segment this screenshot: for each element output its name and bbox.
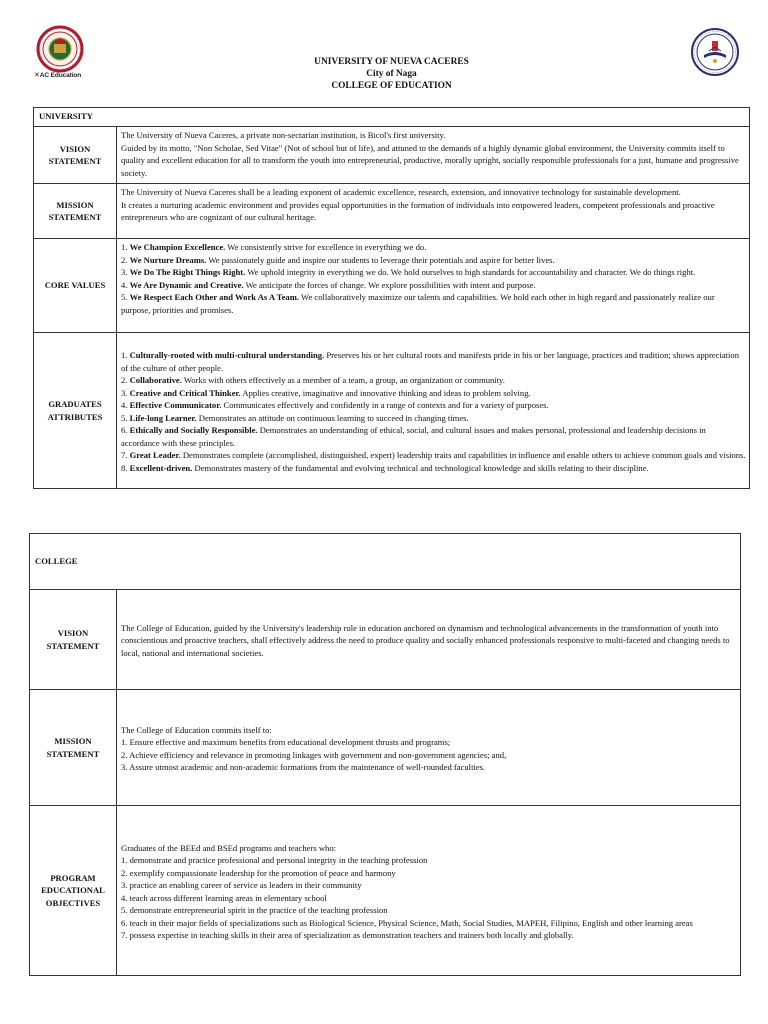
college-table <box>29 533 741 976</box>
college-objectives-row <box>30 806 741 976</box>
university-name: UNIVERSITY OF NUEVA CACERES <box>314 57 469 67</box>
university-vision-row <box>34 127 750 184</box>
graduates-attributes-label: GRADUATES ATTRIBUTES <box>34 333 117 489</box>
graduate-attribute-item: 8. Excellent-driven. Demonstrates mastery of the fundamental and evolving technical and technological knowledge and skills relating to their discipline. <box>121 462 649 473</box>
college-section-row <box>30 534 741 590</box>
university-section-row <box>34 108 750 127</box>
city-name: City of Naga <box>366 69 417 79</box>
graduate-attribute-item: 1. Culturally-rooted with multi-cultural understanding. Preserves his or her cultural roots and manifests pride in his or her language, practices and tradition; shows appreciation of the culture of other people. <box>121 350 740 373</box>
university-mission-label: MISSION STATEMENT <box>34 184 117 239</box>
objective-item: 7. possess expertise in teaching skills in their area of specialization as demonstration teachers and trainers both locally and globally. <box>121 930 574 940</box>
university-vision-label: VISION STATEMENT <box>34 127 117 184</box>
ac-logo-icon: ✕ <box>34 72 40 79</box>
college-mission-row <box>30 690 741 806</box>
document-header <box>0 56 768 92</box>
university-core-values-row <box>34 239 750 333</box>
ac-education-brand: ✕AC Education <box>34 72 82 79</box>
objective-item: 1. demonstrate and practice professional and personal integrity in the teaching profession <box>121 855 428 865</box>
college-vision-row <box>30 590 741 690</box>
college-mission-text: The College of Education commits itself to: 1. Ensure effective and maximum benefits from educational development thrusts and programs; 2. Achieve efficiency and relevance in promoting linkages with government and non-government agencies; and, 3. Assure utmost academic and non-academic formations from the maintenance of well-rounded faculties. <box>117 690 741 806</box>
graduate-attribute-item: 5. Life-long Learner. Demonstrates an attitude on continuous learning to succeed in changing times. <box>121 412 469 423</box>
university-table <box>33 107 750 489</box>
graduate-attribute-item: 7. Great Leader. Demonstrates complete (accomplished, distinguished, expert) leadership traits and capabilities in influence and enable others to achieve common goals and visions. <box>121 450 746 460</box>
core-value-item: 5. We Respect Each Other and Work As A Team. We collaboratively maximize our talents and capabilities. We hold each other in high regard and passionately realize our purpose, priorities and promises. <box>121 292 715 315</box>
graduate-attribute-item: 4. Effective Communicator. Communicates effectively and confidently in a range of contexts and for a variety of purposes. <box>121 400 549 410</box>
program-objectives-label: PROGRAM EDUCATIONAL OBJECTIVES <box>30 806 117 976</box>
core-value-item: 4. We Are Dynamic and Creative. We anticipate the forces of change. We explore possibilities with intent and purpose. <box>121 279 536 290</box>
objective-item: 2. exemplify compassionate leadership for the promotion of peace and harmony <box>121 867 396 878</box>
program-objectives-list: Graduates of the BEEd and BSEd programs and teachers who: 1. demonstrate and practice professional and personal integrity in the teaching profession 2. exemplify compassionate leadership for the promotion of peace and harmony 3. practice an enabling career of service as leaders in their community 4. teach across different learning areas in elementary school 5. demonstrate entrepreneurial spirit in the practice of the teaching profession 6. teach in their major fields of specializations such as Biological Science, Physical Science, Math, Social Studies, MAPEH, Filipino, English and other learning areas 7. possess expertise in teaching skills in their area of specialization as demonstration teachers and trainers both locally and globally. <box>117 806 741 976</box>
core-value-item: 3. We Do The Right Things Right. We uphold integrity in everything we do. We hold ourselves to high standards for accountability and character. We do things right. <box>121 267 696 277</box>
university-mission-row <box>34 184 750 239</box>
college-vision-label: VISION STATEMENT <box>30 590 117 690</box>
graduate-attribute-item: 2. Collaborative. Works with others effectively as a member of a team, a group, an organization or community. <box>121 375 505 385</box>
graduate-attribute-item: 3. Creative and Critical Thinker. Applies creative, imaginative and innovative thinking and ideas to problem solving. <box>121 387 531 398</box>
college-name: COLLEGE OF EDUCATION <box>331 81 452 91</box>
college-mission-label: MISSION STATEMENT <box>30 690 117 806</box>
core-value-item: 2. We Nurture Dreams. We passionately guide and inspire our students to leverage their potentials and aspire for better lives. <box>121 254 555 265</box>
college-vision-text: The College of Education, guided by the University's leadership role in education anchored on dynamism and technological advancements in the transformation of youth into conscientious and proactive teachers, shall effectively address the need to produce quality and socially enhanced professionals responsive to multi-faceted and changing needs to local, national and international societies. <box>117 590 741 690</box>
university-graduates-row <box>34 333 750 489</box>
objective-item: 5. demonstrate entrepreneurial spirit in the practice of the teaching profession <box>121 905 388 915</box>
objective-item: 4. teach across different learning areas in elementary school <box>121 892 327 903</box>
objective-item: 3. practice an enabling career of service as leaders in their community <box>121 880 362 890</box>
college-section-label: COLLEGE <box>30 534 741 590</box>
core-values-list <box>117 239 750 333</box>
graduates-attributes-list <box>117 333 750 489</box>
university-section-label: UNIVERSITY <box>34 108 750 127</box>
core-value-item: 1. We Champion Excellence. We consistently strive for excellence in everything we do. <box>121 242 427 252</box>
university-vision-text: The University of Nueva Caceres, a private non-sectarian institution, is Bicol's first university. Guided by its motto, "Non Scholae, Sed Vitae" (Not of school but of life), and attuned to the demands of a highly dynamic global environment, the University commits itself to quality and excellent education for all to transform the youth into entrepreneurial, productive, morally upright, socially responsible professionals for a just, humane and progressive society. <box>117 127 750 184</box>
objective-item: 6. teach in their major fields of specializations such as Biological Science, Physical Science, Math, Social Studies, MAPEH, Filipino, English and other learning areas <box>121 917 693 928</box>
graduate-attribute-item: 6. Ethically and Socially Responsible. Demonstrates an understanding of ethical, social, and cultural issues and makes personal, professional and leadership decisions in accordance with these principles. <box>121 425 706 448</box>
university-mission-text: The University of Nueva Caceres shall be a leading exponent of academic excellence, research, extension, and innovative technology for sustainable development. It creates a nurturing academic environment and provides equal opportunities in the formation of individuals into empowered leaders, competent professionals and proactive entrepreneurs who are cognizant of our cultural heritage. <box>117 184 750 239</box>
core-values-label: CORE VALUES <box>34 239 117 333</box>
